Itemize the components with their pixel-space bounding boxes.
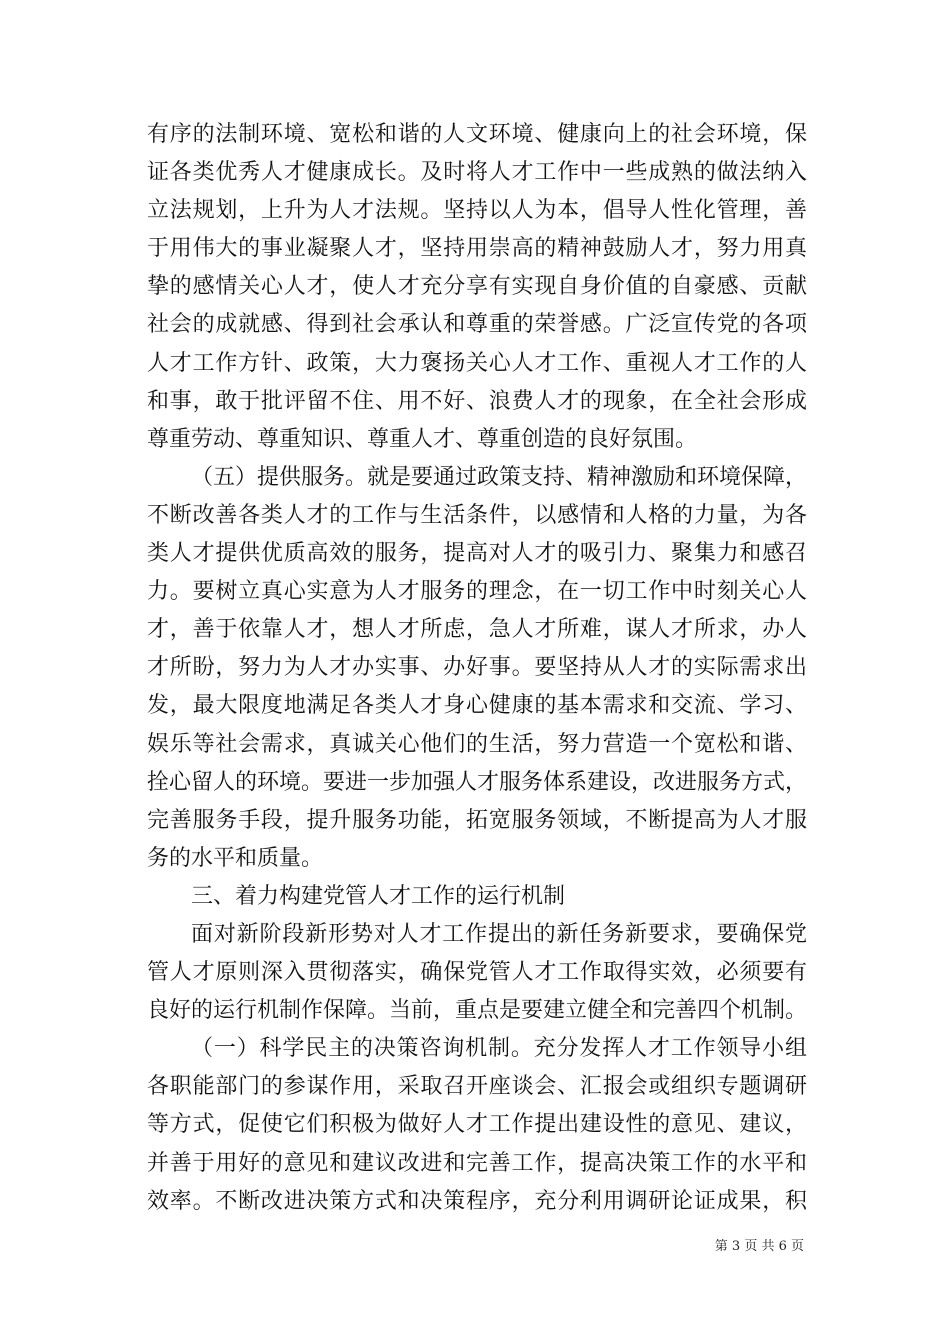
text-line: 有序的法制环境、宽松和谐的人文环境、健康向上的社会环境，保 — [147, 122, 807, 147]
text-line: 并善于用好的意见和建议改进和完善工作，提高决策工作的水平和 — [147, 1150, 807, 1176]
text-line: 完善服务手段，提升服务功能，拓宽服务领域，不断提高为人才服 — [147, 807, 807, 833]
text-line: 效率。不断改进决策方式和决策程序，充分利用调研论证成果，积 — [147, 1188, 807, 1214]
text-line: （一）科学民主的决策咨询机制。充分发挥人才工作领导小组 — [191, 1036, 807, 1062]
text-line: 不断改善各类人才的工作与生活条件，以感情和人格的力量，为各 — [147, 502, 807, 528]
text-line: 力。要树立真心实意为人才服务的理念，在一切工作中时刻关心人 — [147, 579, 807, 605]
text-line: 发，最大限度地满足各类人才身心健康的基本需求和交流、学习、 — [147, 693, 807, 719]
text-line: 证各类优秀人才健康成长。及时将人才工作中一些成熟的做法纳入 — [147, 160, 807, 186]
text-line: 等方式，促使它们积极为做好人才工作提出建设性的意见、建议， — [147, 1112, 807, 1138]
text-line: 才，善于依靠人才，想人才所虑，急人才所难，谋人才所求，办人 — [147, 617, 807, 643]
text-line: 面对新阶段新形势对人才工作提出的新任务新要求，要确保党 — [191, 921, 807, 947]
text-line: 立法规划，上升为人才法规。坚持以人为本，倡导人性化管理，善 — [147, 198, 807, 224]
text-line: 才所盼，努力为人才办实事、办好事。要坚持从人才的实际需求出 — [147, 655, 807, 681]
text-line: 三、着力构建党管人才工作的运行机制 — [191, 883, 566, 909]
text-line: 社会的成就感、得到社会承认和尊重的荣誉感。广泛宣传党的各项 — [147, 312, 807, 338]
text-line: 和事，敢于批评留不住、用不好、浪费人才的现象，在全社会形成 — [147, 388, 807, 414]
document-body — [147, 116, 807, 1221]
text-line: （五）提供服务。就是要通过政策支持、精神激励和环境保障， — [191, 464, 808, 490]
text-line: 人才工作方针、政策，大力褒扬关心人才工作、重视人才工作的人 — [147, 350, 807, 376]
text-line: 务的水平和质量。 — [147, 845, 324, 871]
text-line: 管人才原则深入贯彻落实，确保党管人才工作取得实效，必须要有 — [147, 960, 807, 986]
page-number: 第 3 页 共 6 页 — [714, 1239, 804, 1254]
text-line: 挚的感情关心人才，使人才充分享有实现自身价值的自豪感、贡献 — [147, 274, 807, 300]
text-line: 于用伟大的事业凝聚人才，坚持用崇高的精神鼓励人才，努力用真 — [147, 236, 807, 262]
text-line: 拴心留人的环境。要进一步加强人才服务体系建设，改进服务方式， — [147, 769, 808, 795]
text-line: 尊重劳动、尊重知识、尊重人才、尊重创造的良好氛围。 — [147, 426, 698, 452]
text-line: 各职能部门的参谋作用，采取召开座谈会、汇报会或组织专题调研 — [147, 1074, 807, 1100]
text-line: 类人才提供优质高效的服务，提高对人才的吸引力、聚集力和感召 — [147, 541, 807, 567]
text-line: 娱乐等社会需求，真诚关心他们的生活，努力营造一个宽松和谐、 — [147, 731, 807, 757]
text-line: 良好的运行机制作保障。当前，重点是要建立健全和完善四个机制。 — [147, 998, 808, 1024]
